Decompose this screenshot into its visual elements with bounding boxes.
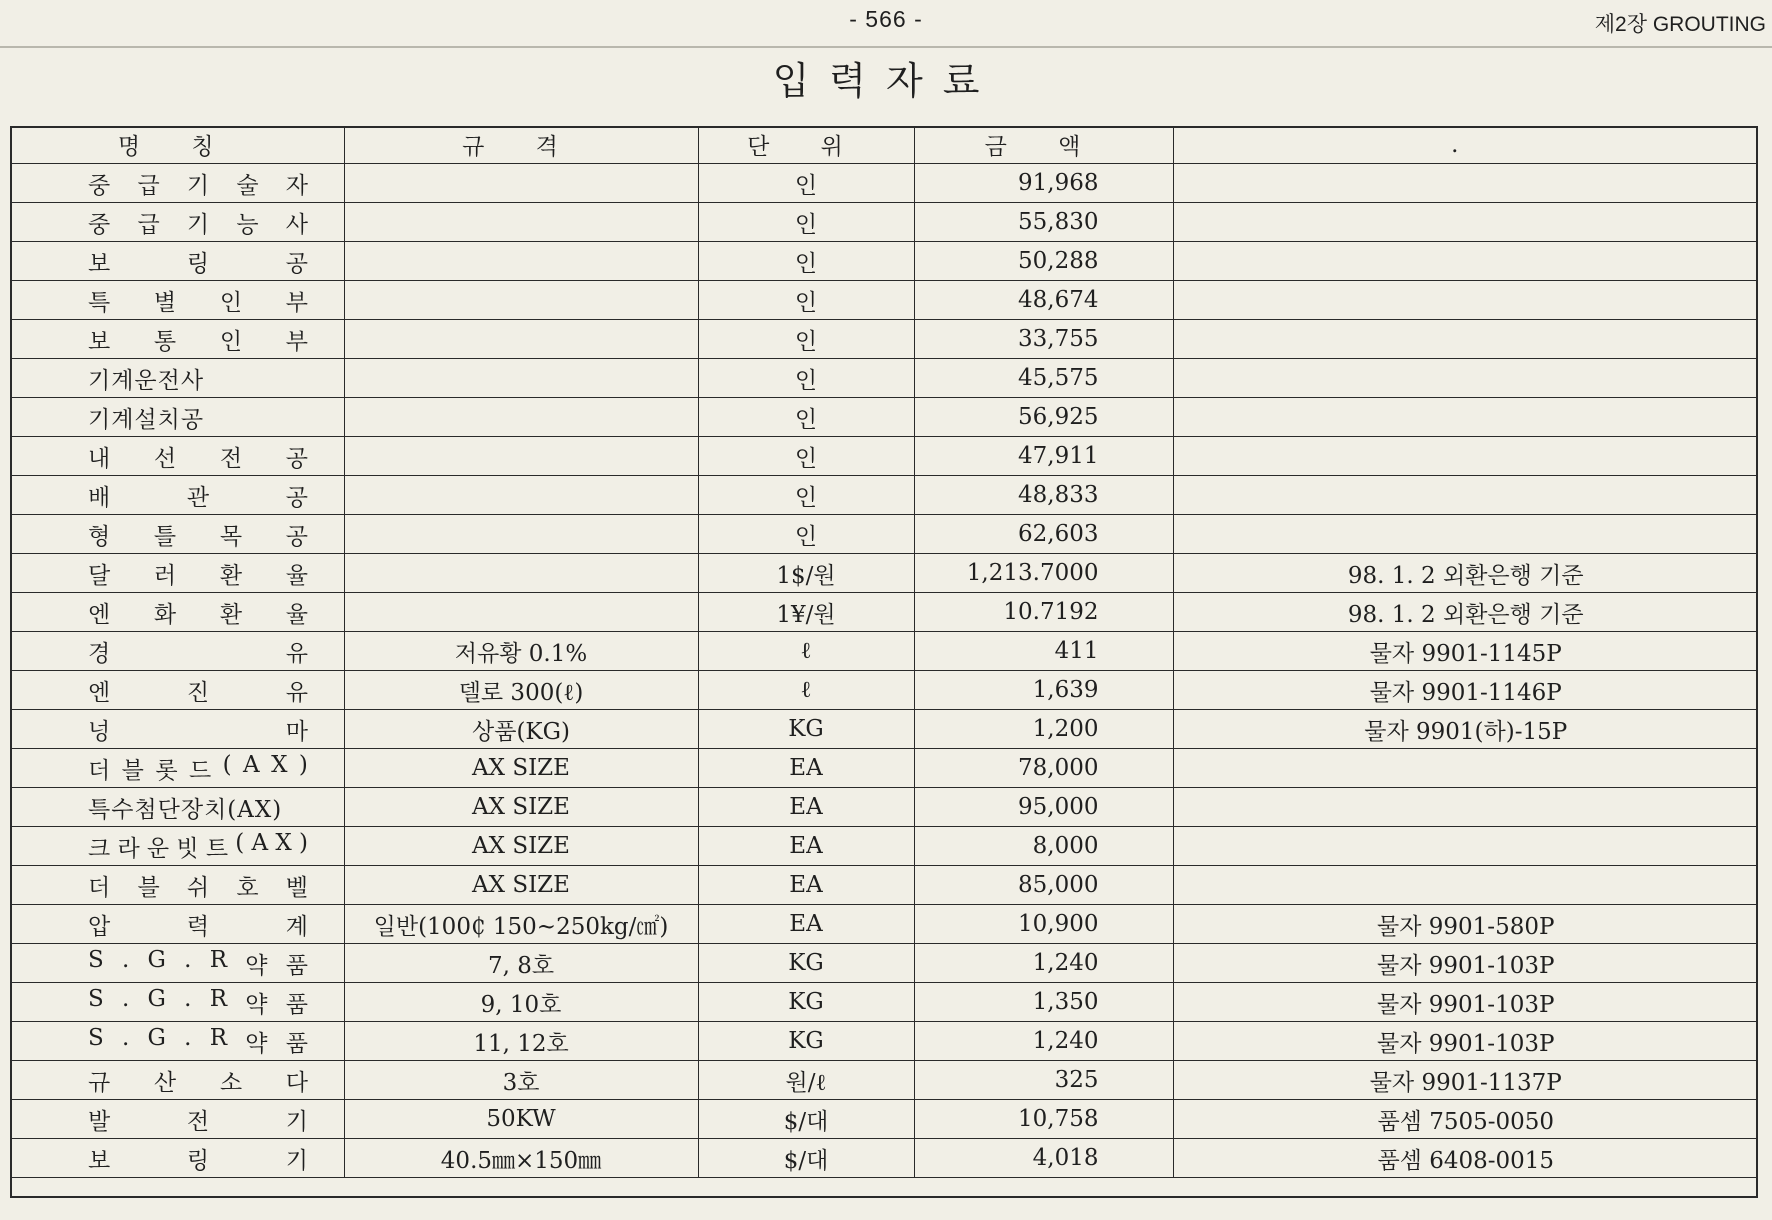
item-name xyxy=(88,752,308,785)
name-glyph: 인 xyxy=(219,328,243,355)
name-glyph: 자 xyxy=(285,172,308,199)
item-name xyxy=(88,518,308,551)
name-glyph: 약 xyxy=(245,1030,268,1057)
name-glyph: S xyxy=(88,946,104,973)
item-name xyxy=(88,1142,308,1175)
cell-amount: 33,755 xyxy=(914,320,1173,359)
cell-spec xyxy=(344,593,698,632)
cell-unit: KG xyxy=(698,944,914,983)
item-name xyxy=(88,479,308,512)
name-glyph: 크 xyxy=(88,835,111,862)
cell-spec xyxy=(344,203,698,242)
item-name xyxy=(88,674,308,707)
cell-note xyxy=(1173,788,1758,827)
name-glyph: R xyxy=(209,985,228,1012)
cell-amount: 45,575 xyxy=(914,359,1173,398)
cell-name xyxy=(10,749,344,788)
cell-name xyxy=(10,827,344,866)
cell-unit: EA xyxy=(698,866,914,905)
item-name xyxy=(88,908,308,941)
item-name xyxy=(88,557,308,590)
cell-amount: 78,000 xyxy=(914,749,1173,788)
cell-amount: 1,200 xyxy=(914,710,1173,749)
name-glyph: 중 xyxy=(88,211,111,238)
name-glyph: 부 xyxy=(285,328,308,355)
input-data-table xyxy=(10,126,1758,1178)
name-glyph: R xyxy=(209,946,228,973)
cell-unit: ℓ xyxy=(698,632,914,671)
cell-note: 물자 9901-103P xyxy=(1173,1022,1758,1061)
name-glyph: ( xyxy=(222,751,232,778)
cell-unit: KG xyxy=(698,983,914,1022)
name-glyph: 호 xyxy=(236,874,259,901)
cell-note: 물자 9901-103P xyxy=(1173,944,1758,983)
name-glyph: 보 xyxy=(88,328,111,355)
cell-spec: 델로 300(ℓ) xyxy=(344,671,698,710)
name-glyph: G xyxy=(147,1024,166,1051)
name-glyph: 다 xyxy=(285,1069,308,1096)
cell-unit: $/대 xyxy=(698,1100,914,1139)
cell-note xyxy=(1173,281,1758,320)
name-glyph: 중 xyxy=(88,172,111,199)
table-row xyxy=(10,242,1758,281)
cell-amount: 95,000 xyxy=(914,788,1173,827)
cell-amount: 48,833 xyxy=(914,476,1173,515)
cell-name xyxy=(10,242,344,281)
cell-name xyxy=(10,281,344,320)
cell-note: 물자 9901-1137P xyxy=(1173,1061,1758,1100)
name-glyph: 력 xyxy=(186,913,210,940)
item-name: 기계운전사 xyxy=(88,367,205,394)
name-glyph: 롯 xyxy=(155,757,178,784)
cell-amount: 325 xyxy=(914,1061,1173,1100)
cell-spec xyxy=(344,398,698,437)
cell-unit: 인 xyxy=(698,437,914,476)
cell-amount: 10.7192 xyxy=(914,593,1173,632)
name-glyph: 능 xyxy=(236,211,259,238)
name-glyph: 목 xyxy=(219,523,243,550)
name-glyph: 달 xyxy=(88,562,111,589)
name-glyph: 화 xyxy=(153,601,177,628)
cell-note xyxy=(1173,437,1758,476)
name-glyph: 엔 xyxy=(88,679,111,706)
cell-spec: AX SIZE xyxy=(344,866,698,905)
name-glyph: 품 xyxy=(285,991,308,1018)
cell-name xyxy=(10,1139,344,1178)
column-header-note: . xyxy=(1173,126,1758,164)
cell-note: 98. 1. 2 외환은행 기준 xyxy=(1173,554,1758,593)
name-glyph: X xyxy=(275,829,292,856)
cell-name xyxy=(10,203,344,242)
cell-name xyxy=(10,866,344,905)
table-row xyxy=(10,203,1758,242)
cell-name xyxy=(10,632,344,671)
item-name xyxy=(88,245,308,278)
cell-unit: KG xyxy=(698,1022,914,1061)
cell-amount: 55,830 xyxy=(914,203,1173,242)
cell-note xyxy=(1173,398,1758,437)
cell-unit: 인 xyxy=(698,203,914,242)
page-number: - 566 - xyxy=(849,6,923,32)
name-glyph: 선 xyxy=(153,445,177,472)
name-glyph: 기 xyxy=(186,211,210,238)
name-glyph: 급 xyxy=(137,211,160,238)
cell-amount: 62,603 xyxy=(914,515,1173,554)
table-row xyxy=(10,554,1758,593)
name-glyph: 형 xyxy=(88,523,111,550)
item-name: 기계설치공 xyxy=(88,406,205,433)
name-glyph: 계 xyxy=(285,913,308,940)
table-row xyxy=(10,515,1758,554)
name-glyph: 블 xyxy=(121,757,144,784)
cell-name xyxy=(10,437,344,476)
cell-unit: 인 xyxy=(698,164,914,203)
item-name xyxy=(88,284,308,317)
cell-spec xyxy=(344,437,698,476)
name-glyph: 공 xyxy=(285,445,308,472)
table-row xyxy=(10,905,1758,944)
name-glyph: 틀 xyxy=(153,523,177,550)
header-rule xyxy=(0,46,1772,48)
column-header-amount: 금 액 xyxy=(914,126,1173,164)
table-row xyxy=(10,281,1758,320)
name-glyph: 운 xyxy=(146,835,170,862)
cell-name xyxy=(10,671,344,710)
name-glyph: 유 xyxy=(285,640,308,667)
name-glyph: X xyxy=(271,751,288,778)
cell-note: 물자 9901-1145P xyxy=(1173,632,1758,671)
cell-amount: 411 xyxy=(914,632,1173,671)
cell-name xyxy=(10,164,344,203)
name-glyph: . xyxy=(122,946,130,973)
name-glyph: 특 xyxy=(88,289,111,316)
cell-unit: EA xyxy=(698,749,914,788)
cell-amount: 50,288 xyxy=(914,242,1173,281)
name-glyph: 엔 xyxy=(88,601,111,628)
name-glyph: 공 xyxy=(285,484,308,511)
item-name xyxy=(88,167,308,200)
cell-unit: 1$/원 xyxy=(698,554,914,593)
name-glyph: . xyxy=(184,946,192,973)
name-glyph: 산 xyxy=(153,1069,177,1096)
name-glyph: 율 xyxy=(285,562,308,589)
cell-spec: AX SIZE xyxy=(344,827,698,866)
cell-spec: 40.5㎜×150㎜ xyxy=(344,1139,698,1178)
cell-note xyxy=(1173,827,1758,866)
table-row xyxy=(10,359,1758,398)
item-name xyxy=(88,1064,308,1097)
cell-spec xyxy=(344,242,698,281)
name-glyph: 넝 xyxy=(88,718,111,745)
cell-note xyxy=(1173,320,1758,359)
cell-note: 품셈 6408-0015 xyxy=(1173,1139,1758,1178)
table-row xyxy=(10,1100,1758,1139)
cell-amount: 85,000 xyxy=(914,866,1173,905)
name-glyph: ) xyxy=(298,751,308,778)
cell-unit: EA xyxy=(698,905,914,944)
cell-name xyxy=(10,944,344,983)
cell-note: 품셈 7505-0050 xyxy=(1173,1100,1758,1139)
table-row xyxy=(10,437,1758,476)
item-name xyxy=(88,1103,308,1136)
table-row xyxy=(10,710,1758,749)
item-name xyxy=(88,830,308,863)
name-glyph: 기 xyxy=(285,1147,308,1174)
name-glyph: 링 xyxy=(186,250,210,277)
item-name xyxy=(88,947,308,980)
name-glyph: 급 xyxy=(137,172,160,199)
cell-spec: 11, 12호 xyxy=(344,1022,698,1061)
cell-note xyxy=(1173,515,1758,554)
table-row xyxy=(10,827,1758,866)
cell-name xyxy=(10,515,344,554)
cell-spec: 상품(KG) xyxy=(344,710,698,749)
cell-unit: 원/ℓ xyxy=(698,1061,914,1100)
cell-amount: 1,213.7000 xyxy=(914,554,1173,593)
item-name xyxy=(88,323,308,356)
name-glyph: 공 xyxy=(285,250,308,277)
table-row xyxy=(10,749,1758,788)
cell-name xyxy=(10,788,344,827)
name-glyph: 전 xyxy=(186,1108,210,1135)
name-glyph: . xyxy=(184,985,192,1012)
name-glyph: 율 xyxy=(285,601,308,628)
name-glyph: 블 xyxy=(137,874,160,901)
item-name xyxy=(88,1025,308,1058)
cell-spec xyxy=(344,515,698,554)
cell-spec xyxy=(344,164,698,203)
table-row xyxy=(10,866,1758,905)
page-title: 입력자료 xyxy=(772,59,1000,103)
cell-spec xyxy=(344,476,698,515)
name-glyph: 라 xyxy=(117,835,140,862)
name-glyph: ( xyxy=(235,829,245,856)
name-glyph: 트 xyxy=(205,835,229,862)
table-row xyxy=(10,788,1758,827)
name-glyph: 전 xyxy=(219,445,243,472)
name-glyph: 공 xyxy=(285,523,308,550)
cell-name xyxy=(10,476,344,515)
cell-amount: 4,018 xyxy=(914,1139,1173,1178)
cell-name xyxy=(10,905,344,944)
cell-spec xyxy=(344,320,698,359)
cell-note: 물자 9901-1146P xyxy=(1173,671,1758,710)
name-glyph: S xyxy=(88,985,104,1012)
column-header-unit: 단 위 xyxy=(698,126,914,164)
item-name xyxy=(88,713,308,746)
name-glyph: 기 xyxy=(186,172,210,199)
name-glyph: 환 xyxy=(219,601,243,628)
cell-name xyxy=(10,320,344,359)
name-glyph: G xyxy=(147,946,166,973)
cell-amount: 10,758 xyxy=(914,1100,1173,1139)
cell-spec: 3호 xyxy=(344,1061,698,1100)
table-row xyxy=(10,632,1758,671)
cell-unit: 인 xyxy=(698,359,914,398)
item-name xyxy=(88,635,308,668)
cell-amount: 47,911 xyxy=(914,437,1173,476)
name-glyph: R xyxy=(209,1024,228,1051)
name-glyph: 더 xyxy=(88,874,111,901)
cell-unit: 인 xyxy=(698,281,914,320)
table-row xyxy=(10,398,1758,437)
cell-note: 98. 1. 2 외환은행 기준 xyxy=(1173,593,1758,632)
item-name xyxy=(88,869,308,902)
name-glyph: 쉬 xyxy=(186,874,210,901)
cell-name xyxy=(10,398,344,437)
cell-name xyxy=(10,983,344,1022)
table-row xyxy=(10,164,1758,203)
name-glyph: 기 xyxy=(285,1108,308,1135)
name-glyph: S xyxy=(88,1024,104,1051)
cell-spec: 7, 8호 xyxy=(344,944,698,983)
cell-amount: 1,350 xyxy=(914,983,1173,1022)
cell-name xyxy=(10,710,344,749)
cell-name xyxy=(10,1022,344,1061)
table-row xyxy=(10,1022,1758,1061)
cell-spec xyxy=(344,359,698,398)
item-name xyxy=(88,206,308,239)
cell-name xyxy=(10,593,344,632)
cell-amount: 10,900 xyxy=(914,905,1173,944)
name-glyph: 품 xyxy=(285,952,308,979)
cell-unit: KG xyxy=(698,710,914,749)
cell-unit: EA xyxy=(698,788,914,827)
name-glyph: . xyxy=(184,1024,192,1051)
chapter-label: 제2장 GROUTING xyxy=(1594,13,1766,36)
name-glyph: 진 xyxy=(186,679,210,706)
cell-unit: EA xyxy=(698,827,914,866)
cell-spec xyxy=(344,554,698,593)
name-glyph: 드 xyxy=(188,757,212,784)
cell-amount: 8,000 xyxy=(914,827,1173,866)
table-row xyxy=(10,1061,1758,1100)
name-glyph: 소 xyxy=(219,1069,243,1096)
cell-note xyxy=(1173,164,1758,203)
cell-unit: 인 xyxy=(698,320,914,359)
name-glyph: 술 xyxy=(236,172,259,199)
cell-spec: 50KW xyxy=(344,1100,698,1139)
cell-amount: 91,968 xyxy=(914,164,1173,203)
cell-name xyxy=(10,1100,344,1139)
name-glyph: 별 xyxy=(153,289,177,316)
name-glyph: . xyxy=(122,1024,130,1051)
cell-amount: 1,240 xyxy=(914,1022,1173,1061)
name-glyph: 보 xyxy=(88,250,111,277)
cell-note xyxy=(1173,242,1758,281)
column-header-name: 명 칭 xyxy=(10,126,344,164)
cell-unit: 인 xyxy=(698,398,914,437)
cell-unit: $/대 xyxy=(698,1139,914,1178)
cell-note xyxy=(1173,749,1758,788)
table-row xyxy=(10,320,1758,359)
cell-spec: AX SIZE xyxy=(344,749,698,788)
name-glyph: 더 xyxy=(88,757,111,784)
name-glyph: 약 xyxy=(245,991,268,1018)
name-glyph: 압 xyxy=(88,913,111,940)
table-row xyxy=(10,983,1758,1022)
name-glyph: 경 xyxy=(88,640,111,667)
cell-note: 물자 9901(하)-15P xyxy=(1173,710,1758,749)
name-glyph: ) xyxy=(298,829,308,856)
cell-note xyxy=(1173,359,1758,398)
name-glyph: 품 xyxy=(285,1030,308,1057)
cell-note xyxy=(1173,476,1758,515)
name-glyph: A xyxy=(243,751,260,778)
name-glyph: 규 xyxy=(88,1069,111,1096)
cell-name xyxy=(10,1061,344,1100)
cell-spec: 9, 10호 xyxy=(344,983,698,1022)
table-row xyxy=(10,593,1758,632)
cell-name xyxy=(10,554,344,593)
item-name xyxy=(88,596,308,629)
cell-note: 물자 9901-103P xyxy=(1173,983,1758,1022)
table-row xyxy=(10,944,1758,983)
name-glyph: 인 xyxy=(219,289,243,316)
name-glyph: 약 xyxy=(245,952,268,979)
name-glyph: 링 xyxy=(186,1147,210,1174)
name-glyph: 내 xyxy=(88,445,111,472)
name-glyph: A xyxy=(251,829,269,856)
item-name xyxy=(88,986,308,1019)
cell-spec: 일반(100₵ 150~250kg/㎠) xyxy=(344,905,698,944)
cell-spec: AX SIZE xyxy=(344,788,698,827)
cell-unit: 인 xyxy=(698,476,914,515)
cell-amount: 56,925 xyxy=(914,398,1173,437)
name-glyph: 발 xyxy=(88,1108,111,1135)
name-glyph: 마 xyxy=(285,718,308,745)
name-glyph: 보 xyxy=(88,1147,111,1174)
cell-unit: 1¥/원 xyxy=(698,593,914,632)
table-row xyxy=(10,476,1758,515)
cell-note xyxy=(1173,866,1758,905)
cell-note: 물자 9901-580P xyxy=(1173,905,1758,944)
name-glyph: 부 xyxy=(285,289,308,316)
name-glyph: 러 xyxy=(153,562,177,589)
name-glyph: . xyxy=(122,985,130,1012)
table-body xyxy=(10,164,1758,1178)
name-glyph: 벨 xyxy=(285,874,308,901)
name-glyph: 배 xyxy=(88,484,111,511)
table-header-row xyxy=(10,126,1758,164)
name-glyph: 사 xyxy=(285,211,308,238)
name-glyph: 유 xyxy=(285,679,308,706)
cell-spec: 저유황 0.1% xyxy=(344,632,698,671)
name-glyph: 통 xyxy=(153,328,177,355)
item-name: 특수첨단장치(AX) xyxy=(88,796,283,823)
name-glyph: 관 xyxy=(186,484,210,511)
item-name xyxy=(88,440,308,473)
cell-amount: 48,674 xyxy=(914,281,1173,320)
table-row xyxy=(10,1139,1758,1178)
cell-note xyxy=(1173,203,1758,242)
name-glyph: 환 xyxy=(219,562,243,589)
name-glyph: G xyxy=(147,985,166,1012)
name-glyph: 빗 xyxy=(176,835,199,862)
cell-unit: 인 xyxy=(698,242,914,281)
cell-unit: ℓ xyxy=(698,671,914,710)
cell-amount: 1,240 xyxy=(914,944,1173,983)
column-header-spec: 규 격 xyxy=(344,126,698,164)
cell-unit: 인 xyxy=(698,515,914,554)
table-row xyxy=(10,671,1758,710)
cell-spec xyxy=(344,281,698,320)
cell-amount: 1,639 xyxy=(914,671,1173,710)
cell-name xyxy=(10,359,344,398)
